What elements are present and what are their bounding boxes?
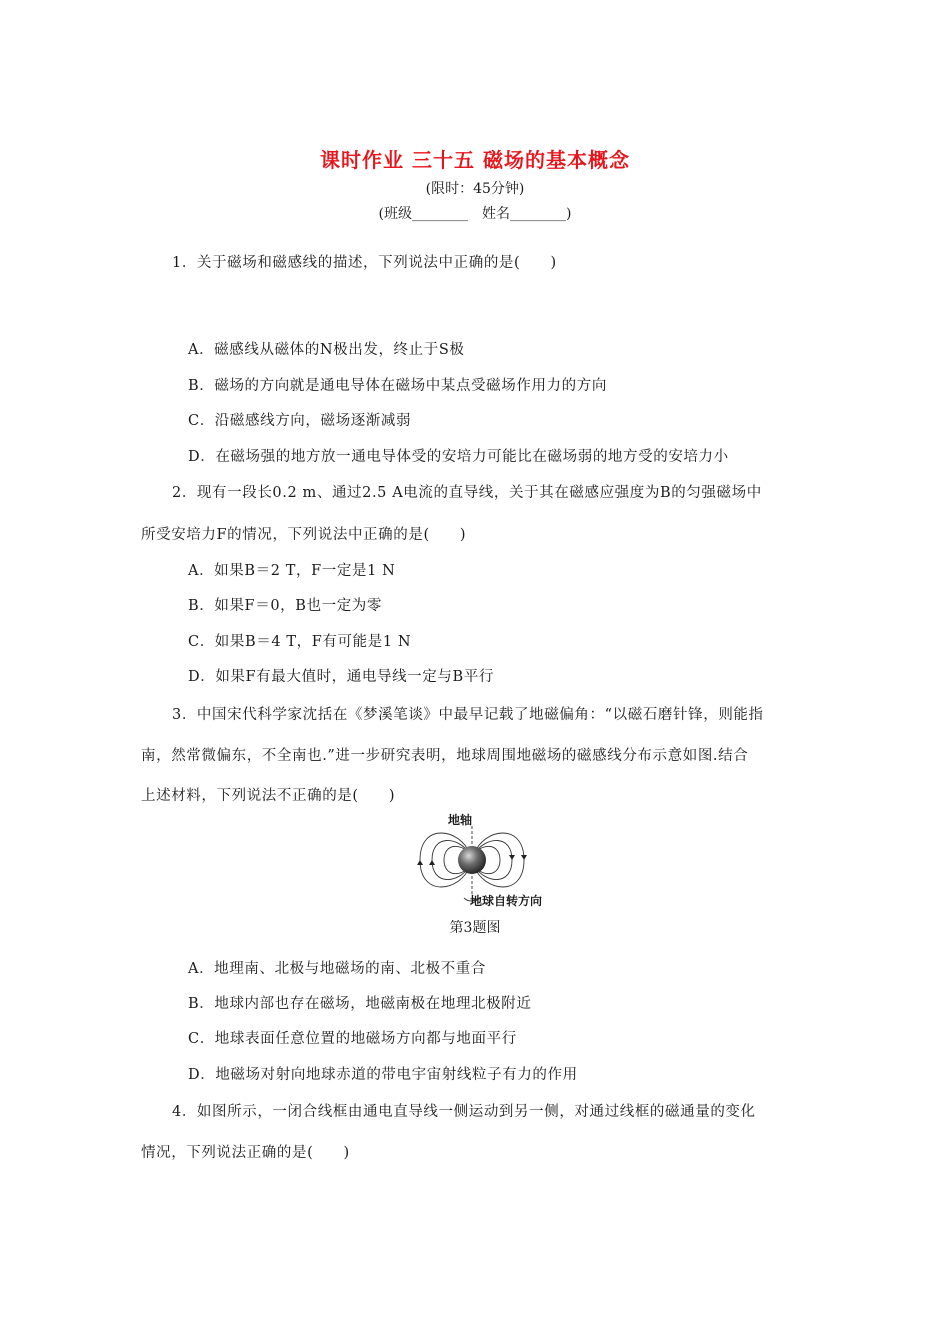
page-title: 课时作业 三十五 磁场的基本概念 (320, 148, 630, 172)
question-2-option-d: D．如果F有最大值时，通电导线一定与B平行 (188, 669, 494, 685)
question-3-option-d: D．地磁场对射向地球赤道的带电宇宙射线粒子有力的作用 (188, 1067, 578, 1083)
question-1-option-c: C．沿磁感线方向，磁场逐渐减弱 (188, 413, 412, 429)
question-2-stem-line-1: 2．现有一段长0.2 m、通过2.5 A电流的直导线，关于其在磁感应强度为B的匀强磁场中 (172, 485, 762, 501)
time-limit: (限时：45分钟) (425, 181, 525, 197)
question-3-option-c: C．地球表面任意位置的地磁场方向都与地面平行 (188, 1031, 517, 1047)
axis-label: 地轴 (448, 813, 473, 827)
question-4-stem-line-2: 情况，下列说法正确的是( ) (141, 1145, 350, 1161)
question-2-option-c: C．如果B＝4 T，F有可能是1 N (188, 634, 412, 650)
earth-sphere (458, 846, 486, 874)
question-4-stem-line-1: 4．如图所示，一闭合线框由通电直导线一侧运动到另一侧，对通过线框的磁通量的变化 (172, 1104, 756, 1120)
earth-magnetic-field-figure (412, 810, 572, 910)
rotation-direction-label: 地球自转方向 (470, 894, 543, 908)
question-1-option-a: A．磁感线从磁体的N极出发，终止于S极 (188, 342, 465, 358)
question-2-stem-line-2: 所受安培力F的情况，下列说法中正确的是( ) (141, 527, 467, 543)
question-1-option-b: B．磁场的方向就是通电导体在磁场中某点受磁场作用力的方向 (188, 378, 607, 394)
question-2-option-b: B．如果F＝0，B也一定为零 (188, 598, 382, 614)
question-3-option-a: A．地理南、北极与地磁场的南、北极不重合 (188, 961, 486, 977)
question-3-option-b: B．地球内部也存在磁场，地磁南极在地理北极附近 (188, 996, 532, 1012)
class-name-fields: (班级________ 姓名________) (378, 206, 572, 222)
question-1-option-d: D．在磁场强的地方放一通电导体受的安培力可能比在磁场弱的地方受的安培力小 (188, 449, 729, 465)
question-3-stem-line-3: 上述材料，下列说法不正确的是( ) (141, 788, 396, 804)
question-1-stem: 1．关于磁场和磁感线的描述，下列说法中正确的是( ) (172, 255, 557, 271)
question-3-stem-line-2: 南，然常微偏东，不全南也.”进一步研究表明，地球周围地磁场的磁感线分布示意如图.结合 (141, 748, 749, 764)
figure-caption: 第3题图 (449, 920, 501, 936)
question-3-stem-line-1: 3．中国宋代科学家沈括在《梦溪笔谈》中最早记载了地磁偏角：“以磁石磨针锋，则能指 (172, 707, 764, 723)
question-2-option-a: A．如果B＝2 T，F一定是1 N (188, 563, 396, 579)
